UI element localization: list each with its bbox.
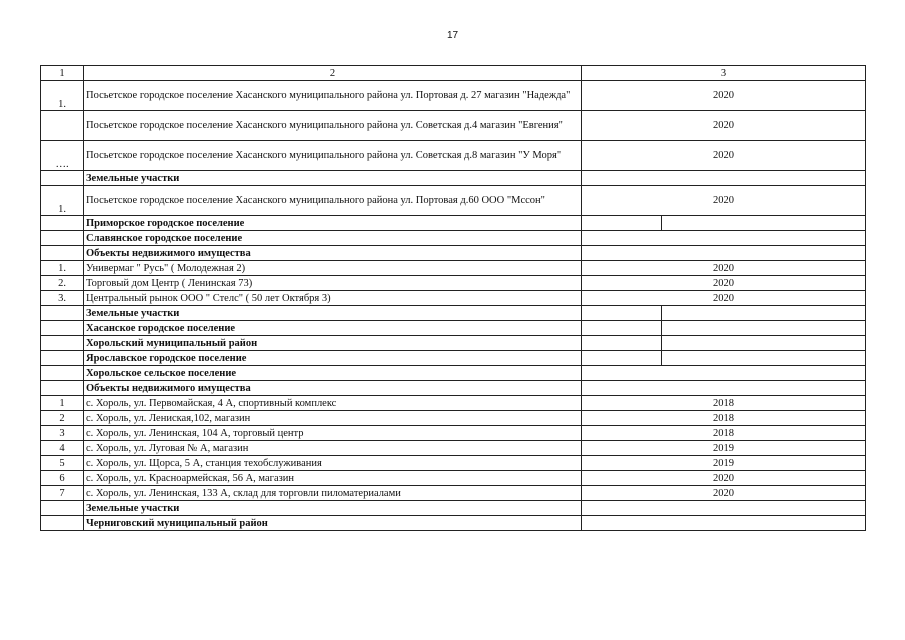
row-number: 2 [41, 411, 84, 426]
section-title: Хорольское сельское поселение [84, 366, 582, 381]
object-description: Посьетское городское поселение Хасанского муниципального района ул. Портовая д. 27 магазин "Надежда" [84, 81, 582, 111]
year-cell [582, 516, 866, 531]
year-cell: 2018 [582, 411, 866, 426]
header-col-2: 2 [84, 66, 582, 81]
year-cell: 2020 [582, 276, 866, 291]
table-row [41, 276, 866, 291]
section-title: Славянское городское поселение [84, 231, 582, 246]
section-title: Земельные участки [84, 171, 582, 186]
row-number [41, 111, 84, 141]
row-number: 6 [41, 471, 84, 486]
year-cell: 2020 [582, 141, 866, 171]
empty-cell [582, 321, 662, 336]
section-row [41, 501, 866, 516]
year-cell: 2019 [582, 441, 866, 456]
row-number: 2. [41, 276, 84, 291]
row-number: 7 [41, 486, 84, 501]
object-description: с. Хороль, ул. Луговая № А, магазин [84, 441, 582, 456]
table-row [41, 291, 866, 306]
section-row [41, 366, 866, 381]
year-cell: 2018 [582, 396, 866, 411]
section-row [41, 171, 866, 186]
year-cell [582, 171, 866, 186]
row-number: 1. [41, 261, 84, 276]
year-cell: 2020 [582, 261, 866, 276]
object-description: Посьетское городское поселение Хасанского муниципального района ул. Советская д.4 магазин "Евгения" [84, 111, 582, 141]
object-description: Универмаг " Русь" ( Молодежная 2) [84, 261, 582, 276]
table-row [41, 261, 866, 276]
row-number: 1 [41, 396, 84, 411]
row-number [41, 231, 84, 246]
table-row [41, 486, 866, 501]
table-row [41, 111, 866, 141]
object-description: с. Хороль, ул. Ленинская, 133 А, склад для торговли пиломатериалами [84, 486, 582, 501]
row-number [41, 516, 84, 531]
year-cell: 2020 [582, 81, 866, 111]
header-col-3: 3 [582, 66, 866, 81]
header-col-1: 1 [41, 66, 84, 81]
object-description: с. Хороль, ул. Первомайская, 4 А, спортивный комплекс [84, 396, 582, 411]
section-title: Ярославское городское поселение [84, 351, 582, 366]
row-number: 3. [41, 291, 84, 306]
empty-cell [662, 351, 866, 366]
section-title: Земельные участки [84, 501, 582, 516]
section-row [41, 306, 866, 321]
table-row [41, 441, 866, 456]
row-number [41, 216, 84, 231]
empty-cell [582, 306, 662, 321]
object-description: с. Хороль, ул. Ленинская, 104 А, торговый центр [84, 426, 582, 441]
section-title: Объекты недвижимого имущества [84, 246, 582, 261]
row-number [41, 381, 84, 396]
table-row [41, 456, 866, 471]
table-row [41, 141, 866, 171]
object-description: Посьетское городское поселение Хасанского муниципального района ул. Портовая д.60 ООО "Мссон" [84, 186, 582, 216]
year-cell [582, 231, 866, 246]
row-number: 5 [41, 456, 84, 471]
row-number [41, 351, 84, 366]
header-row [41, 66, 866, 81]
section-title: Черниговский муниципальный район [84, 516, 582, 531]
row-number: 4 [41, 441, 84, 456]
section-row [41, 216, 866, 231]
table-row [41, 81, 866, 111]
object-description: с. Хороль, ул. Лениская,102, магазин [84, 411, 582, 426]
row-number [41, 246, 84, 261]
object-description: с. Хороль, ул. Щорса, 5 А, станция техобслуживания [84, 456, 582, 471]
year-cell: 2018 [582, 426, 866, 441]
year-cell: 2020 [582, 291, 866, 306]
empty-cell [582, 216, 662, 231]
property-table [40, 65, 866, 531]
row-number: 3 [41, 426, 84, 441]
table-row [41, 411, 866, 426]
row-number: …. [41, 141, 84, 171]
section-title: Объекты недвижимого имущества [84, 381, 582, 396]
object-description: Центральный рынок ООО " Стелс" ( 50 лет Октября 3) [84, 291, 582, 306]
section-row [41, 351, 866, 366]
year-cell [582, 366, 866, 381]
row-number [41, 321, 84, 336]
row-number: 1. [41, 186, 84, 216]
section-row [41, 336, 866, 351]
empty-cell [662, 321, 866, 336]
year-cell: 2020 [582, 186, 866, 216]
year-cell [582, 381, 866, 396]
row-number [41, 171, 84, 186]
row-number [41, 306, 84, 321]
object-description: Торговый дом Центр ( Ленинская 73) [84, 276, 582, 291]
row-number: 1. [41, 81, 84, 111]
empty-cell [662, 306, 866, 321]
section-title: Хасанское городское поселение [84, 321, 582, 336]
empty-cell [662, 336, 866, 351]
table-row [41, 186, 866, 216]
page-number: 17 [446, 30, 459, 41]
object-description: Посьетское городское поселение Хасанского муниципального района ул. Советская д.8 магазин "У Моря" [84, 141, 582, 171]
section-row [41, 516, 866, 531]
table-row [41, 396, 866, 411]
table-row [41, 426, 866, 441]
year-cell: 2020 [582, 111, 866, 141]
year-cell: 2020 [582, 471, 866, 486]
section-title: Земельные участки [84, 306, 582, 321]
table-body [41, 66, 866, 531]
year-cell [582, 246, 866, 261]
year-cell: 2020 [582, 486, 866, 501]
section-title: Приморское городское поселение [84, 216, 582, 231]
section-title: Хорольский муниципальный район [84, 336, 582, 351]
row-number [41, 366, 84, 381]
empty-cell [662, 216, 866, 231]
object-description: с. Хороль, ул. Красноармейская, 56 А, магазин [84, 471, 582, 486]
empty-cell [582, 351, 662, 366]
row-number [41, 501, 84, 516]
section-row [41, 231, 866, 246]
empty-cell [582, 336, 662, 351]
row-number [41, 336, 84, 351]
section-row [41, 381, 866, 396]
year-cell: 2019 [582, 456, 866, 471]
year-cell [582, 501, 866, 516]
section-row [41, 246, 866, 261]
table-row [41, 471, 866, 486]
section-row [41, 321, 866, 336]
